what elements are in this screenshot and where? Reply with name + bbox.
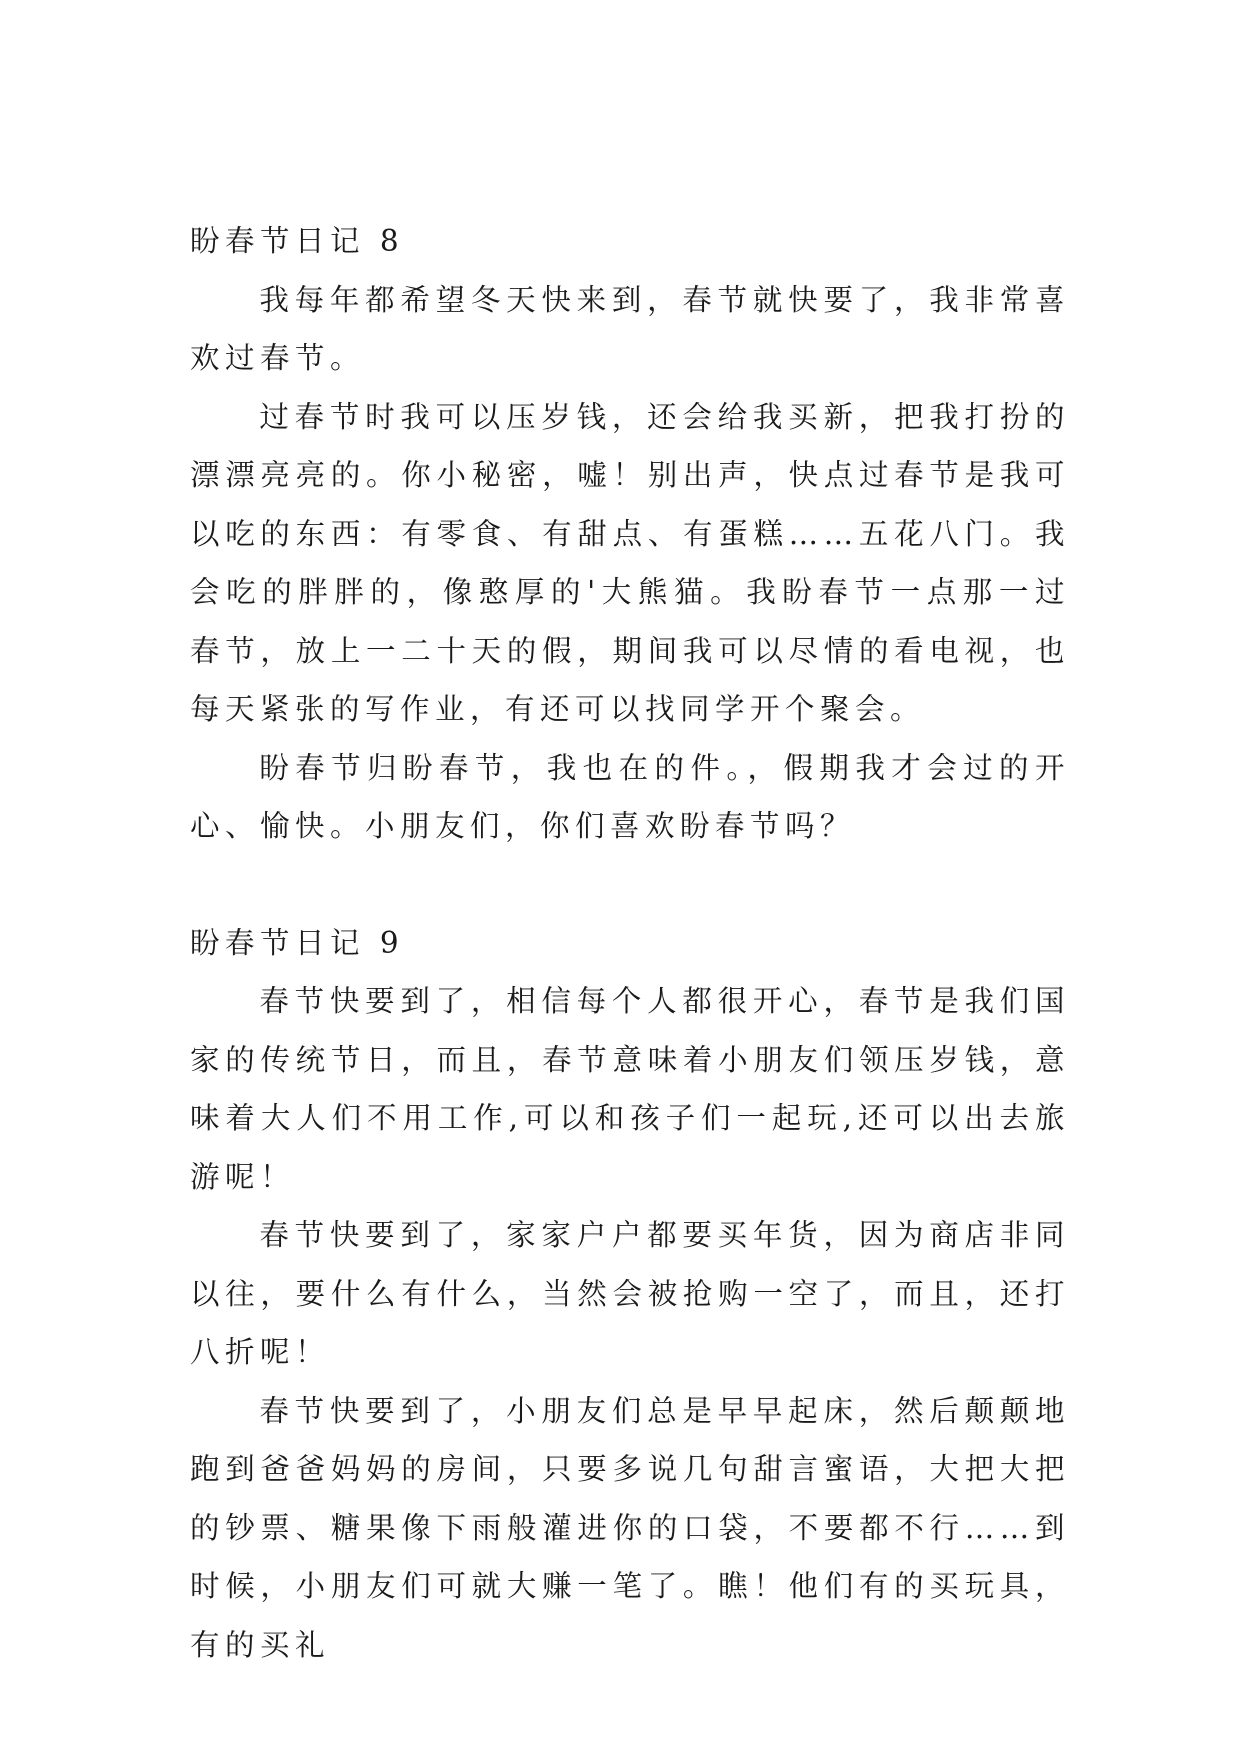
paragraph: 春节快要到了，小朋友们总是早早起床，然后颠颠地跑到爸爸妈妈的房间，只要多说几句甜言蜜语，大把大把的钞票、糖果像下雨般灌进你的口袋，不要都不行……到时候，小朋友们可就大赚一笔了。瞧！他们有的买玩具，有的买礼 [190, 1393, 1070, 1662]
entry-title: 盼春节日记 8 [190, 224, 405, 258]
document-body [190, 212, 1070, 1674]
paragraph: 盼春节归盼春节，我也在的件。，假期我才会过的开心、愉快。小朋友们，你们喜欢盼春节吗？ [190, 750, 1070, 843]
paragraph: 春节快要到了，相信每个人都很开心，春节是我们国家的传统节日，而且，春节意味着小朋友们领压岁钱，意味着大人们不用工作,可以和孩子们一起玩,还可以出去旅游呢！ [190, 984, 1070, 1194]
paragraph: 过春节时我可以压岁钱，还会给我买新，把我打扮的漂漂亮亮的。你小秘密，嘘！别出声，快点过春节是我可以吃的东西：有零食、有甜点、有蛋糕……五花八门。我会吃的胖胖的，像憨厚的'大熊猫。我盼春节一点那一过春节，放上一二十天的假，期间我可以尽情的看电视，也每天紧张的写作业，有还可以找同学开个聚会。 [190, 399, 1070, 726]
diary-entry-8 [190, 212, 1070, 856]
diary-entry-9 [190, 914, 1070, 1675]
paragraph: 我每年都希望冬天快来到，春节就快要了，我非常喜欢过春节。 [190, 282, 1070, 375]
paragraph: 春节快要到了，家家户户都要买年货，因为商店非同以往，要什么有什么，当然会被抢购一空了，而且，还打八折呢！ [190, 1218, 1070, 1369]
entry-title: 盼春节日记 9 [190, 925, 405, 960]
